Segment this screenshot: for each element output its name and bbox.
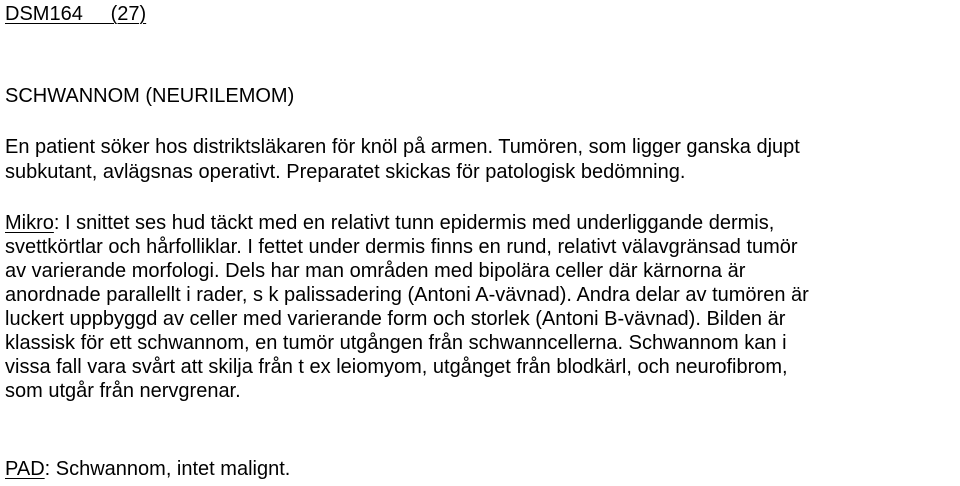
micro-line: luckert uppbyggd av celler med varierande form och storlek (Antoni B-vävnad). Bilden är [5,308,786,330]
case-header: DSM164 (27) [5,3,147,25]
pad-label: PAD [5,458,45,480]
micro-first-line-text: : I snittet ses hud täckt med en relativt tunn epidermis med underliggande dermis, [53,212,775,234]
micro-line: av varierande morfologi. Dels har man områden med bipolära celler där kärnorna är [5,260,746,282]
diagnosis-title: SCHWANNOM (NEURILEMOM) [5,85,295,107]
intro-line: subkutant, avlägsnas operativt. Preparatet skickas för patologisk bedömning. [5,160,686,183]
micro-line [5,211,809,235]
case-intro-paragraph [5,135,800,184]
micro-label: Mikro [5,212,54,234]
pad-conclusion [5,457,290,481]
micro-line: klassisk för ett schwannom, en tumör utgången från schwanncellerna. Schwannom kan i [5,332,787,354]
pad-text: : Schwannom, intet malignt. [44,458,291,480]
intro-line: En patient söker hos distriktsläkaren för knöl på armen. Tumören, som ligger ganska djupt [5,136,800,158]
micro-line: svettkörtlar och hårfolliklar. I fettet under dermis finns en rund, relativt välavgränsad tumör [5,236,798,258]
micro-line: anordnade parallellt i rader, s k palissadering (Antoni A-vävnad). Andra delar av tumören är [5,284,809,306]
microscopy-paragraph [5,211,809,403]
micro-line: som utgår från nervgrenar. [5,380,241,402]
micro-line: vissa fall vara svårt att skilja från t ex leiomyom, utgånget från blodkärl, och neurofibrom, [5,356,788,378]
